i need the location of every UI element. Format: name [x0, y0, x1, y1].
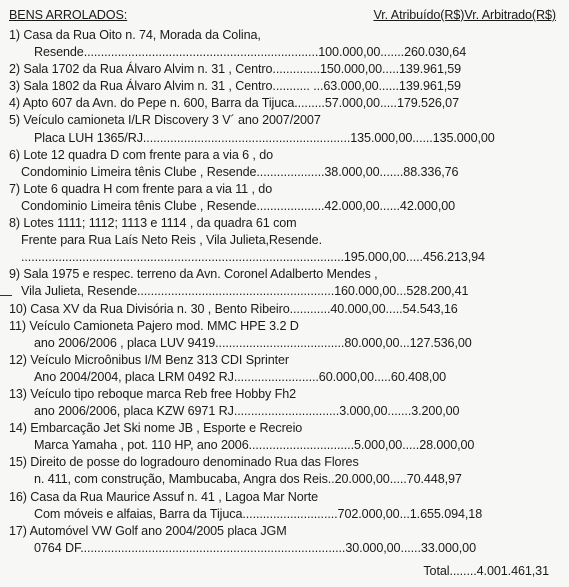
list-line: 12) Veículo Microônibus I/M Benz 313 CDI Sprinter — [9, 352, 289, 367]
list-line: 8) Lotes 1111; 1112; 1113 e 1114 , da quadra 61 com — [9, 216, 297, 231]
list-line: 14) Embarcação Jet Ski nome JB , Esporte e Recreio — [9, 421, 303, 436]
list-line: 6) Lote 12 quadra D com frente para a via 6 , do — [9, 147, 274, 162]
list-line: ...............................................................................................195.000,00.....456.213,94 — [21, 250, 485, 265]
list-line: 16) Casa da Rua Maurice Assuf n. 41 , Lagoa Mar Norte — [9, 489, 319, 504]
column-headers — [373, 8, 556, 22]
list-line: Condominio Limeira tênis Clube , Resende....................38.000,00.......88.336,76 — [21, 164, 459, 179]
list-line: n. 411, com construção, Mambucaba, Angra dos Reis..20.000,00.....70.448,97 — [34, 472, 462, 487]
list-line: 13) Veículo tipo reboque marca Reb free Hobby Fh2 — [9, 386, 297, 401]
list-line: 11) Veículo Camioneta Pajero mod. MMC HPE 3.2 D — [9, 318, 299, 333]
list-line: 1) Casa da Rua Oito n. 74, Morada da Colina, — [9, 28, 261, 42]
list-line: Ano 2004/2004, placa LRM 0492 RJ.........................60.000,00.....60.408,00 — [34, 369, 447, 384]
list-line: 17) Automóvel VW Golf ano 2004/2005 placa JGM — [9, 523, 287, 538]
list-line: 4) Apto 607 da Avn. do Pepe n. 600, Barra da Tijuca.........57.000,00.....179.526,07 — [9, 96, 459, 111]
list-line: 7) Lote 6 quadra H com frente para a via 11 , do — [9, 181, 273, 196]
list-line: ano 2006/2006 , placa LUV 9419......................................80.000,00...127.536,00 — [34, 335, 472, 350]
list-line: 3) Sala 1802 da Rua Álvaro Alvim n. 31 , Centro........... ...63.000,00......139.961,59 — [9, 79, 461, 94]
total-value: Total........4.001.461,31 — [423, 564, 549, 578]
list-line: Resende.....................................................................100.000,00.......260.030,64 — [34, 45, 467, 60]
header-row — [9, 8, 560, 26]
list-line: 5) Veículo camioneta I/LR Discovery 3 V´ ano 2007/2007 — [9, 113, 321, 128]
column-header-attributed: Vr. Atribuído(R$) — [373, 8, 465, 22]
list-line: 9) Sala 1975 e respec. terreno da Avn. Coronel Adalberto Mendes , — [9, 267, 378, 282]
section-title: BENS ARROLADOS: — [9, 8, 128, 22]
asset-list — [9, 27, 554, 557]
list-line: Placa LUH 1365/RJ.............................................................135.000,00......135.000,00 — [34, 130, 495, 145]
list-line: Com móveis e alfaias, Barra da Tijuca............................702.000,00...1.655.094,18 — [34, 506, 483, 521]
list-line: 15) Direito de posse do logradouro denominado Rua das Flores — [9, 455, 359, 470]
list-line: 2) Sala 1702 da Rua Álvaro Alvim n. 31 , Centro..............150.000,00.....139.961,59 — [9, 62, 462, 77]
list-line: Marca Yamaha , pot. 110 HP, ano 2006...............................5.000,00.....28.000,00 — [34, 438, 475, 453]
list-line: 0764 DF..............................................................................30.000,00......33.000,00 — [34, 540, 476, 555]
list-line: Vila Julieta, Resende..........................................................160.000,00...528.200,41 — [21, 284, 469, 299]
column-header-arbitrated: Vr. Arbitrado(R$) — [464, 8, 556, 22]
list-line: ano 2006/2006, placa KZW 6971 RJ...............................3.000,00.......3.200,00 — [34, 404, 460, 419]
list-line: Frente para Rua Laís Neto Reis , Vila Julieta,Resende. — [21, 233, 322, 248]
list-line: 10) Casa XV da Rua Divisória n. 30 , Bento Ribeiro............40.000,00.....54.543,16 — [9, 301, 458, 316]
list-line: Condominio Limeira tênis Clube , Resende....................42.000,00......42.000,00 — [21, 198, 456, 213]
